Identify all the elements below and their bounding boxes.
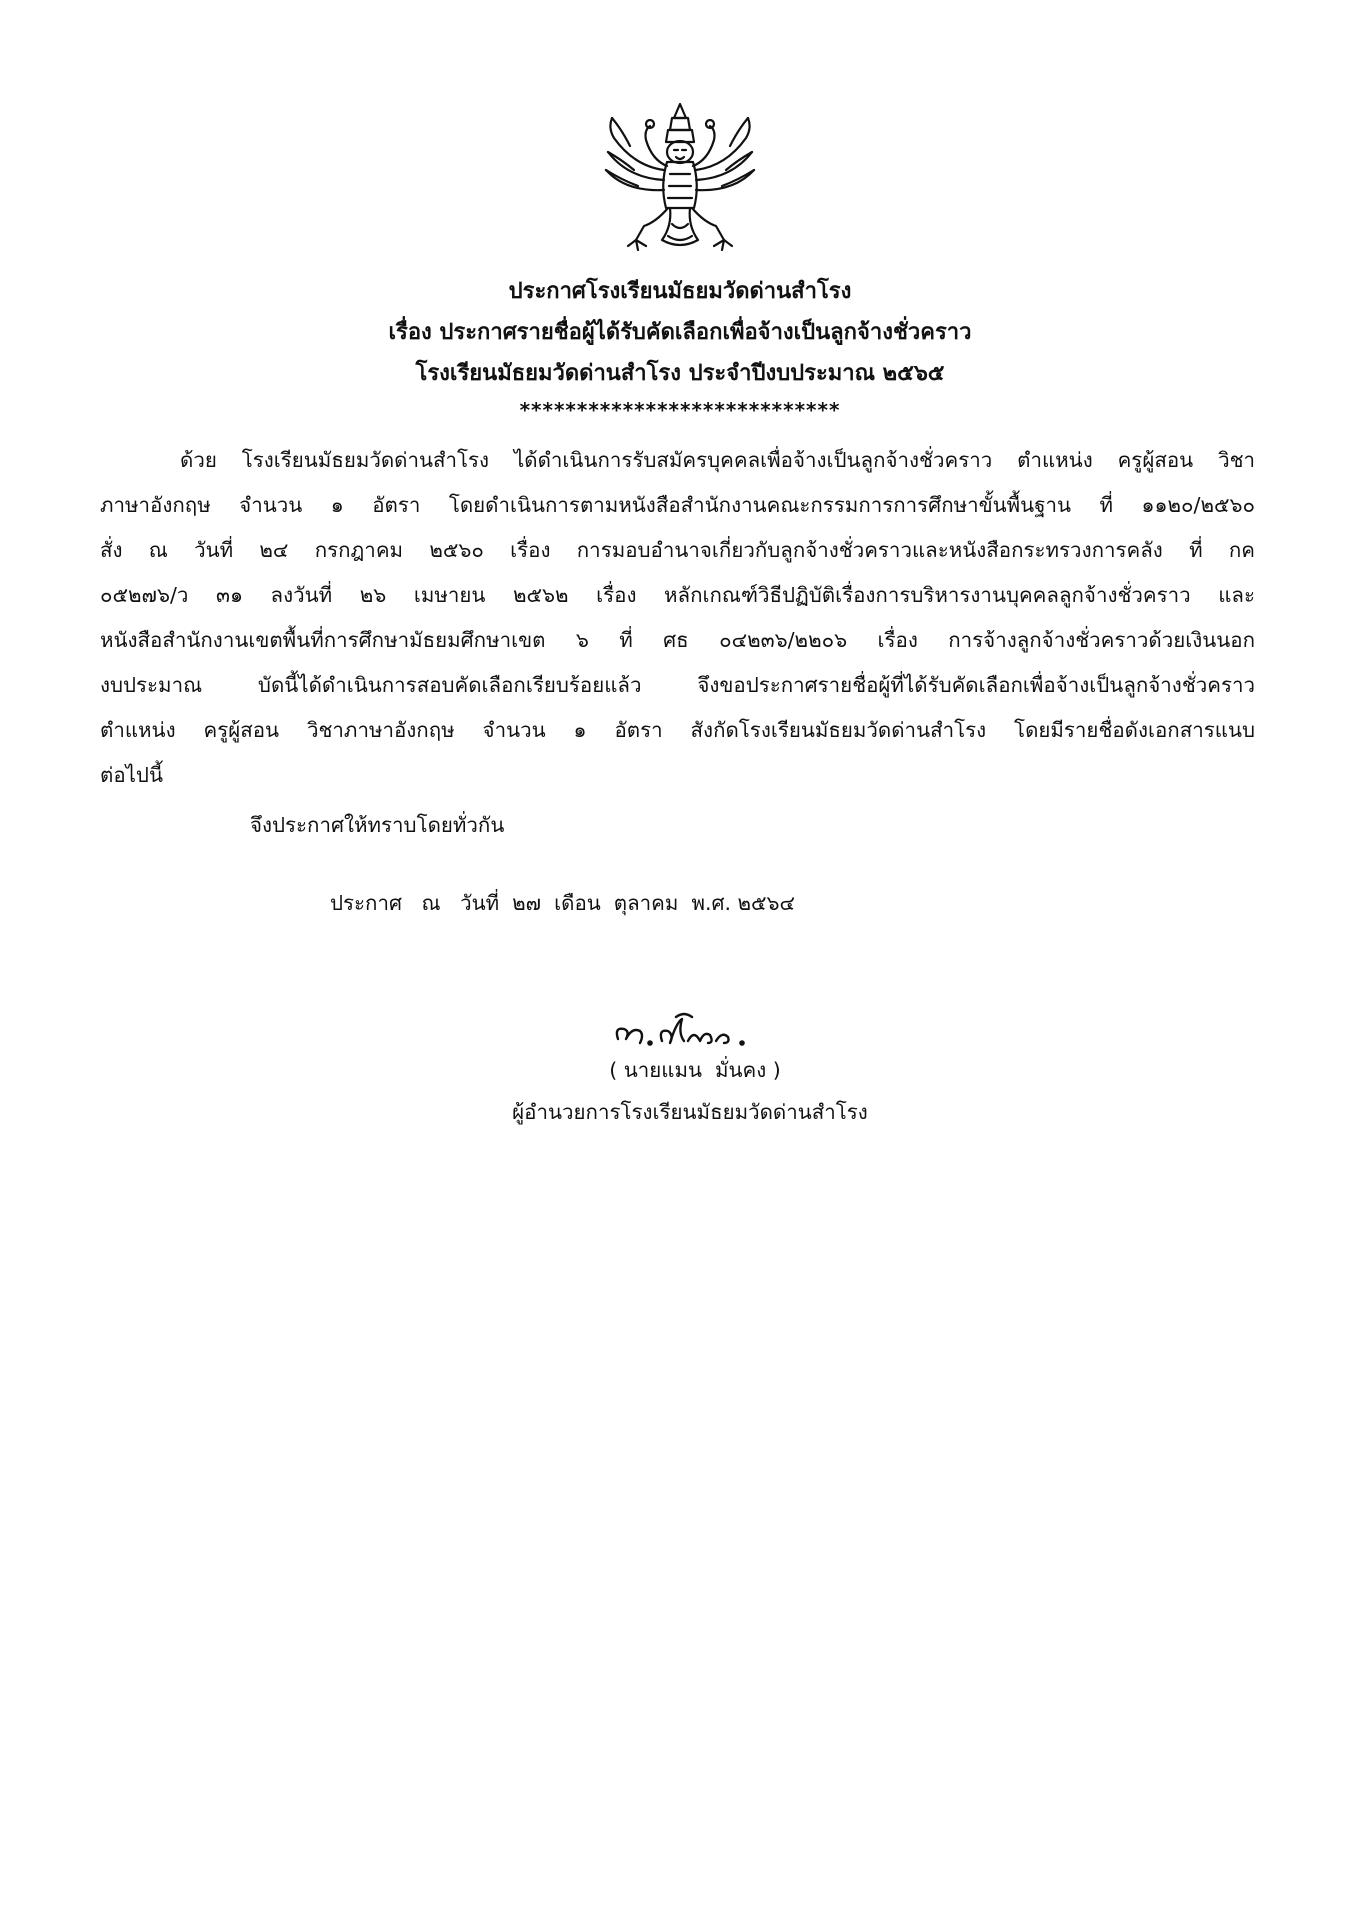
announcement-subject: เรื่อง ประกาศรายชื่อผู้ได้รับคัดเลือกเพื่อจ้างเป็นลูกจ้างชั่วคราว (388, 320, 972, 345)
announcement-date: ประกาศ ณ วันที่ ๒๗ เดือน ตุลาคม พ.ศ. ๒๕๖๔ (330, 891, 796, 915)
body-line: งบประมาณ บัดนี้ได้ดำเนินการสอบคัดเลือกเรียบร้อยแล้ว จึงขอประกาศรายชื่อผู้ที่ได้รับคัดเลือกเพื่อจ้างเป็นลูกจ้างชั่วคราว (100, 673, 1255, 697)
body-line: ด้วย โรงเรียนมัธยมวัดด่านสำโรง ได้ดำเนินการรับสมัครบุคคลเพื่อจ้างเป็นลูกจ้างชั่วคราว ตำแหน่ง ครูผู้สอน วิชา (180, 448, 1255, 472)
announcement-title: ประกาศโรงเรียนมัธยมวัดด่านสำโรง (508, 279, 852, 304)
body-line: ต่อไปนี้ (100, 763, 163, 787)
separator-line: **************************** (519, 398, 841, 422)
handwritten-signature (610, 1005, 790, 1055)
body-line: ๐๕๒๗๖/ว ๓๑ ลงวันที่ ๒๖ เมษายน ๒๕๖๒ เรื่อง หลักเกณฑ์วิธีปฏิบัติเรื่องการบริหารงานบุคคลลูกจ้างชั่วคราว และ (100, 583, 1255, 607)
announcement-fiscal-year: โรงเรียนมัธยมวัดด่านสำโรง ประจำปีงบประมาณ ๒๕๖๕ (415, 361, 945, 386)
body-line: ตำแหน่ง ครูผู้สอน วิชาภาษาอังกฤษ จำนวน ๑ อัตรา สังกัดโรงเรียนมัธยมวัดด่านสำโรง โดยมีรายชื่อดังเอกสารแนบ (100, 718, 1255, 742)
body-line: ภาษาอังกฤษ จำนวน ๑ อัตรา โดยดำเนินการตามหนังสือสำนักงานคณะกรรมการการศึกษาขั้นพื้นฐาน ที่ ๑๑๒๐/๒๕๖๐ (100, 493, 1255, 517)
signer-title: ผู้อำนวยการโรงเรียนมัธยมวัดด่านสำโรง (512, 1100, 868, 1124)
body-line: หนังสือสำนักงานเขตพื้นที่การศึกษามัธยมศึกษาเขต ๖ ที่ ศธ ๐๔๒๓๖/๒๒๐๖ เรื่อง การจ้างลูกจ้างชั่วคราวด้วยเงินนอก (100, 628, 1255, 652)
closing-statement: จึงประกาศให้ทราบโดยทั่วกัน (250, 813, 505, 837)
garuda-emblem-icon (600, 100, 760, 260)
signer-name: ( นายแมน มั่นคง ) (609, 1058, 781, 1082)
body-line: สั่ง ณ วันที่ ๒๔ กรกฎาคม ๒๕๖๐ เรื่อง การมอบอำนาจเกี่ยวกับลูกจ้างชั่วคราวและหนังสือกระทรวงการคลัง ที่ กค (100, 538, 1255, 562)
